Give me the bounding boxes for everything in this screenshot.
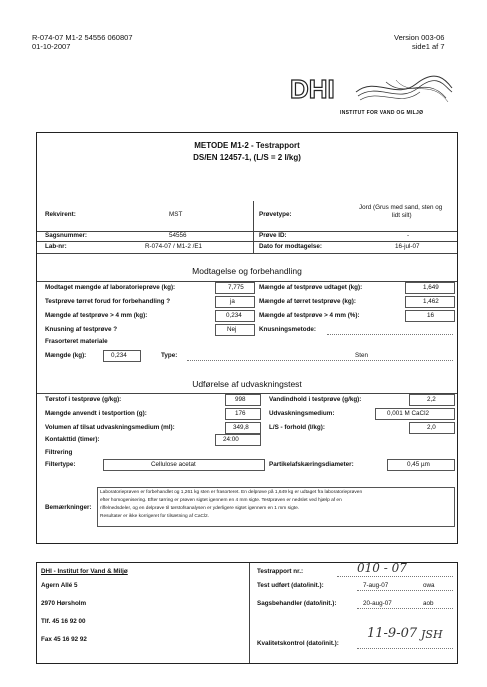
report-reference: R-074-07 M1-2 54556 060807 xyxy=(32,33,133,42)
volumen-value: 349,8 xyxy=(233,424,249,431)
sagsbehandler-date: 20-aug-07 xyxy=(363,600,392,607)
rekvirent-value: MST xyxy=(169,211,183,218)
prove-id-value: - xyxy=(407,232,410,239)
type-label: Type: xyxy=(161,352,178,359)
section-udvaskning-title: Udførelse af udvaskningstest xyxy=(192,379,302,389)
version-label: Version 003-06 xyxy=(394,33,445,42)
sagsbehandler-init: aob xyxy=(423,600,434,607)
ls-value: 2,0 xyxy=(427,424,436,431)
over4-value: 0,234 xyxy=(226,312,242,319)
report-date: 01-10-2007 xyxy=(32,42,71,51)
torstof-value: 998 xyxy=(235,396,246,403)
frasort-label: Frasorteret materiale xyxy=(45,338,108,345)
kontakt-label: Kontakttid (timer): xyxy=(45,436,100,443)
dhi-logo-wordmark: DHI xyxy=(290,74,335,104)
modtaget-value: 7,775 xyxy=(228,284,244,291)
torret-kg-value: 1,462 xyxy=(423,298,439,305)
partikel-label: Partikelafskæringsdiameter: xyxy=(269,461,354,468)
kvalitetskontrol-label: Kvalitetskontrol (dato/init.): xyxy=(257,640,339,647)
over4pct-label: Mængde af testprøve > 4 mm (%): xyxy=(259,312,360,319)
test-udfort-date: 7-aug-07 xyxy=(363,582,389,589)
sagsnummer-label: Sagsnummer: xyxy=(45,232,87,239)
dhi-logo-subtitle: INSTITUT FOR VAND OG MILJØ xyxy=(340,110,424,116)
filtertype-label: Filtertype: xyxy=(45,461,76,468)
kvalitetskontrol-date: 11-9-07 xyxy=(367,626,418,641)
ls-label: L/S - forhold (l/kg): xyxy=(269,424,325,431)
maengde-label: Mængde (kg): xyxy=(45,352,87,359)
report-box xyxy=(36,132,458,544)
bemaerkninger-label: Bemærkninger: xyxy=(45,504,92,511)
over4pct-value: 16 xyxy=(427,312,435,319)
torret-value: ja xyxy=(230,298,235,305)
filtrering-label: Filtrering xyxy=(45,449,73,456)
kontakt-value: 24:00 xyxy=(223,436,239,443)
volumen-label: Volumen af tilsat udvaskningsmedium (ml): xyxy=(45,424,175,431)
footer-street: Agern Allé 5 xyxy=(41,582,78,589)
udtaget-value: 1,649 xyxy=(423,284,439,291)
bemaerkninger-line1: Laboratorieprøven er forbehandlet og 1,261 kg sten er frasorteret. En delprøve på 1,649 kg er udtaget fra laboratorieprøven xyxy=(100,490,363,495)
partikel-value: 0,45 µm xyxy=(407,461,430,468)
footer-city: 2970 Hørsholm xyxy=(41,600,87,607)
medium-value: 0,001 M CaCl2 xyxy=(387,410,429,417)
portion-value: 176 xyxy=(235,410,246,417)
lab-nr-label: Lab-nr: xyxy=(45,243,67,250)
lab-nr-value: R-074-07 / M1-2 /E1 xyxy=(145,243,203,250)
vandindhold-label: Vandindhold i testprøve (g/kg): xyxy=(269,396,362,403)
test-udfort-init: owa xyxy=(423,582,435,589)
maengde-value: 0,234 xyxy=(111,352,127,359)
footer-tlf: Tlf. 45 16 92 00 xyxy=(41,618,86,625)
testrapport-value: 010 - 07 xyxy=(357,561,407,575)
dato-modtagelse-label: Dato for modtagelse: xyxy=(259,243,322,250)
portion-label: Mængde anvendt i testportion (g): xyxy=(45,410,147,417)
knusning-label: Knusning af testprøve ? xyxy=(45,326,118,333)
test-udfort-label: Test udført (dato/init.): xyxy=(257,582,324,589)
provetype-value-line2: lidt silt) xyxy=(392,212,412,219)
medium-label: Udvaskningsmedium: xyxy=(269,410,335,417)
udtaget-label: Mængde af testprøve udtaget (kg): xyxy=(259,284,363,291)
over4-label: Mængde af testprøve > 4 mm (kg): xyxy=(45,312,148,319)
sagsnummer-value: 54556 xyxy=(169,232,187,239)
footer-box xyxy=(36,562,458,664)
provetype-value-line1: Jord (Grus med sand, sten og xyxy=(359,204,443,211)
filtertype-value: Cellulose acetat xyxy=(151,461,196,468)
rekvirent-label: Rekvirent: xyxy=(45,211,76,218)
sagsbehandler-label: Sagsbehandler (dato/init.): xyxy=(257,600,337,607)
provetype-label: Prøvetype: xyxy=(259,211,292,218)
prove-id-label: Prøve ID: xyxy=(259,232,287,239)
torret-label: Testprøve tørret forud for forbehandling ? xyxy=(45,298,171,305)
kvalitetskontrol-init: JSH xyxy=(421,628,443,641)
section-modtagelse-title: Modtagelse og forbehandling xyxy=(192,266,302,276)
type-value: Sten xyxy=(355,352,368,359)
dhi-logo xyxy=(286,70,456,120)
page-number: side1 af 7 xyxy=(412,42,445,51)
footer-org: DHI - Institut for Vand & Miljø xyxy=(41,568,128,575)
report-title: METODE M1-2 - Testrapport xyxy=(194,141,300,150)
dhi-logo-mark xyxy=(286,70,456,115)
bemaerkninger-line4: Resultater er ikke korrigeret for tilsætning af CaCl2. xyxy=(100,514,210,519)
vandindhold-value: 2,2 xyxy=(427,396,436,403)
dato-modtagelse-value: 16-jul-07 xyxy=(395,243,420,250)
modtaget-label: Modtaget mængde af laboratorieprøve (kg): xyxy=(45,284,176,291)
footer-fax: Fax 45 16 92 92 xyxy=(41,636,87,643)
knusning-value: Nej xyxy=(227,326,237,333)
bemaerkninger-line3: riffelnedsdeler, og en delprøve til tørstofsanalysen er yderligere sigtet igennem en 1 mm sigte. xyxy=(100,506,300,511)
torret-kg-label: Mængde af tørret testprøve (kg): xyxy=(259,298,356,305)
bemaerkninger-line2: efter homogenisering. Efter tørring er prøven sigtet igennem en 4 mm sigte. Testprøven er nedslet ved hjælp af en xyxy=(100,498,342,503)
knusmetode-label: Knusningsmetode: xyxy=(259,326,317,333)
torstof-label: Tørstof i testprøve (g/kg): xyxy=(45,396,122,403)
testrapport-label: Testrapport nr.: xyxy=(257,568,304,575)
report-subtitle: DS/EN 12457-1, (L/S = 2 l/kg) xyxy=(193,153,301,162)
